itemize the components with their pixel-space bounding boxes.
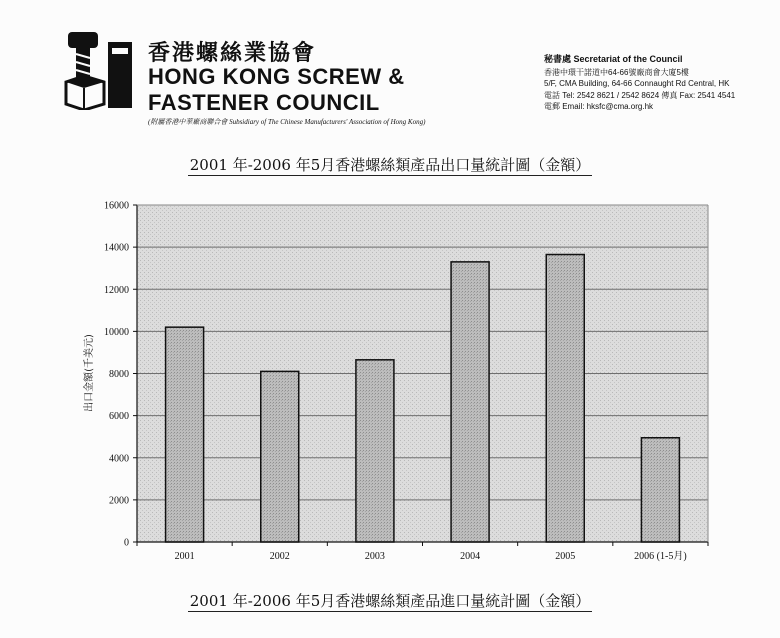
contact-address-cn: 香港中環干諾道中64-66號廠商會大廈5樓 [544, 67, 689, 77]
bar-2006-1-5 [641, 438, 679, 542]
next-chart-title [0, 590, 780, 611]
contact-title: 秘書處 Secretariat of the Council [544, 54, 683, 64]
y-tick-label: 6000 [109, 411, 129, 423]
bar-2002 [261, 371, 299, 542]
y-tick-label: 12000 [104, 284, 129, 296]
contact-email: 電郵 Email: hksfc@cma.org.hk [544, 102, 654, 111]
y-tick-label: 8000 [109, 369, 129, 380]
contact-address-en: 5/F, CMA Building, 64-66 Connaught Rd Central, HK [544, 79, 730, 88]
x-tick-label: 2005 [555, 551, 576, 562]
y-tick-label: 14000 [104, 242, 129, 254]
y-tick-label: 4000 [109, 453, 129, 465]
y-tick-label: 2000 [109, 495, 129, 507]
bar-2001 [166, 327, 204, 542]
bar-2005 [546, 254, 584, 542]
x-tick-label: 2001 [174, 551, 195, 562]
bar-2004 [451, 262, 489, 542]
y-tick-label: 16000 [104, 200, 129, 212]
x-tick-label: 2002 [269, 551, 290, 562]
y-tick-label: 10000 [104, 326, 129, 338]
y-axis-label: 出口金額(千美元) [84, 334, 95, 412]
y-tick-label: 0 [124, 537, 129, 549]
bar-2003 [356, 360, 394, 542]
org-name-chinese: 香港螺絲業協會 [148, 40, 317, 66]
x-tick-label: 2006 (1-5月) [634, 551, 687, 562]
org-name-english-line1: HONG KONG SCREW & [148, 64, 405, 89]
org-name-english-line2: FASTENER COUNCIL [148, 90, 380, 115]
x-tick-label: 2003 [364, 551, 385, 562]
x-tick-label: 2004 [460, 551, 481, 562]
next-chart-title-text: 2001 年-2006 年5月香港螺絲類產品進口量統計圖（金額） [189, 592, 591, 610]
contact-phone: 電話 Tel: 2542 8621 / 2542 8624 傳真 Fax: 2541 4541 [544, 90, 736, 100]
subsidiary-note: (附屬香港中華廠商聯合會 Subsidiary of The Chinese Manufacturers' Association of Hong Kong) [148, 118, 426, 126]
chart-title-text: 2001 年-2006 年5月香港螺絲類產品出口量統計圖（金額） [189, 156, 591, 174]
